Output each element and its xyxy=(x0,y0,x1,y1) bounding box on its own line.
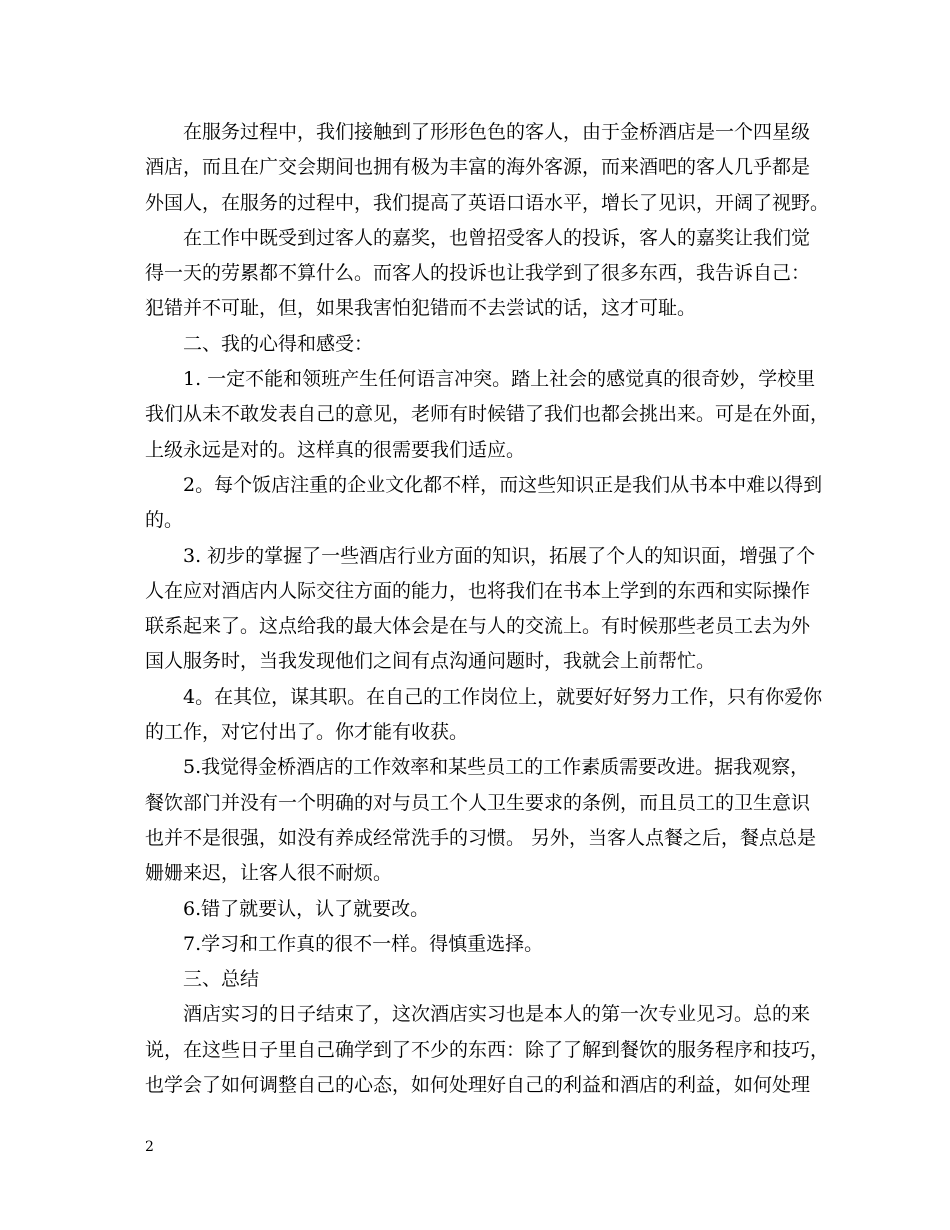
text-line: 的工作，对它付出了。你才能有收获。 xyxy=(145,721,469,744)
page-number: 2 xyxy=(145,1139,154,1155)
text-line: 7.学习和工作真的很不一样。得慎重选择。 xyxy=(183,932,544,955)
text-line: 犯错并不可耻，但，如果我害怕犯错而不去尝试的话，这才可耻。 xyxy=(145,297,697,320)
text-line: 在服务过程中，我们接触到了形形色色的客人，由于金桥酒店是一个四星级 xyxy=(183,121,811,143)
text-line: 在工作中既受到过客人的嘉奖，也曾招受客人的投诉，客人的嘉奖让我们觉 xyxy=(183,226,811,249)
text-line: 姗姗来迟，让客人很不耐烦。 xyxy=(145,862,393,885)
text-line: 人在应对酒店内人际交往方面的能力，也将我们在书本上学到的东西和实际操作 xyxy=(145,579,811,602)
text-line: 我们从未不敢发表自己的意见，老师有时候错了我们也都会挑出来。可是在外面， xyxy=(145,403,830,426)
text-line: 外国人，在服务的过程中，我们提高了英语口语水平，增长了见识，开阔了视野。 xyxy=(145,191,830,214)
text-line: 得一天的劳累都不算什么。而客人的投诉也让我学到了很多东西，我告诉自己： xyxy=(145,262,811,285)
text-line: 也并不是很强，如没有养成经常洗手的习惯。 另外，当客人点餐之后，餐点总是 xyxy=(145,826,817,849)
text-line: 三、总结 xyxy=(183,968,260,991)
text-line: 餐饮部门并没有一个明确的对与员工个人卫生要求的条例，而且员工的卫生意识 xyxy=(145,791,811,814)
text-line: 上级永远是对的。这样真的很需要我们适应。 xyxy=(145,438,526,461)
text-line: 3. 初步的掌握了一些酒店行业方面的知识，拓展了个人的知识面，增强了个 xyxy=(183,544,816,567)
text-line: 说，在这些日子里自己确学到了不少的东西：除了了解到餐饮的服务程序和技巧， xyxy=(145,1038,830,1061)
text-line: 的。 xyxy=(145,509,184,532)
text-line: 1. 一定不能和领班产生任何语言冲突。踏上社会的感觉真的很奇妙，学校里 xyxy=(183,368,816,391)
text-line: 二、我的心得和感受： xyxy=(183,332,374,355)
text-line: 6.错了就要认，认了就要改。 xyxy=(183,897,430,920)
text-line: 2。每个饭店注重的企业文化都不样，而这些知识正是我们从书本中难以得到 xyxy=(183,473,823,496)
text-line: 国人服务时，当我发现他们之间有点沟通问题时，我就会上前帮忙。 xyxy=(145,650,716,673)
text-line: 5.我觉得金桥酒店的工作效率和某些员工的工作素质需要改进。据我观察， xyxy=(183,756,810,779)
text-line: 也学会了如何调整自己的心态，如何处理好自己的利益和酒店的利益，如何处理 xyxy=(145,1074,811,1097)
text-line: 联系起来了。这点给我的最大体会是在与人的交流上。有时候那些老员工去为外 xyxy=(145,615,811,638)
text-line: 酒店实习的日子结束了，这次酒店实习也是本人的第一次专业见习。总的来 xyxy=(183,1003,811,1026)
text-line: 4。在其位，谋其职。在自己的工作岗位上，就要好好努力工作，只有你爱你 xyxy=(183,685,823,708)
document-body xyxy=(145,115,830,1103)
text-line: 酒店，而且在广交会期间也拥有极为丰富的海外客源，而来酒吧的客人几乎都是 xyxy=(145,156,811,179)
